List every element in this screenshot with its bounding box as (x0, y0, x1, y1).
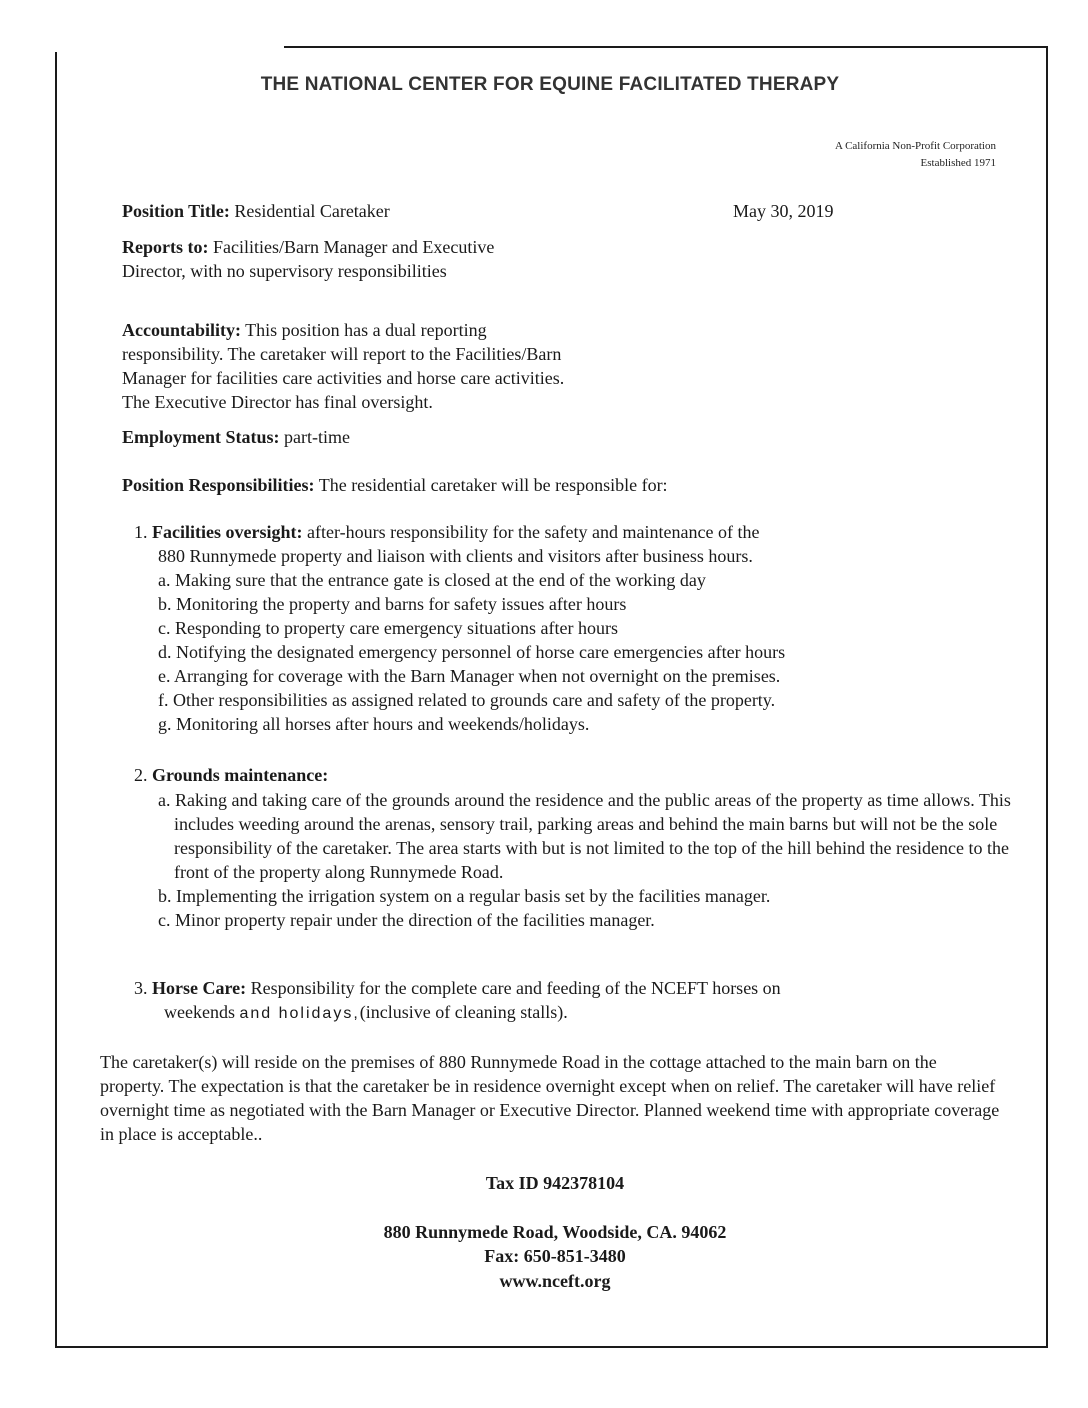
responsibilities-value: The residential caretaker will be responsible for: (314, 475, 668, 495)
accountability-line1: This position has a dual reporting (241, 320, 487, 340)
corp-line: A California Non-Profit Corporation (834, 140, 996, 152)
section-label: Horse Care: (152, 978, 247, 998)
list-item: b. Implementing the irrigation system on a regular basis set by the facilities manager. (158, 886, 771, 906)
list-item: f. Other responsibilities as assigned related to grounds care and safety of the property. (158, 690, 776, 710)
reports-to-label: Reports to: (122, 237, 209, 257)
footer-fax: Fax: 650-851-3480 (484, 1246, 626, 1266)
horse-care-stalls: (inclusive of cleaning stalls). (359, 1002, 568, 1022)
org-title: THE NATIONAL CENTER FOR EQUINE FACILITATED THERAPY (260, 74, 840, 95)
reports-to-line2: Director, with no supervisory responsibilities (122, 261, 447, 281)
facilities-oversight-list (158, 568, 785, 736)
section-desc: after-hours responsibility for the safety and maintenance of the (302, 522, 760, 542)
frame-left-line (55, 52, 57, 1348)
list-item: c. Responding to property care emergency situations after hours (158, 618, 619, 638)
position-responsibilities (122, 473, 668, 497)
list-item: d. Notifying the designated emergency personnel of horse care emergencies after hours (158, 642, 786, 662)
section-desc-continued: 880 Runnymede property and liaison with clients and visitors after business hours. (158, 546, 753, 566)
list-item: a. Making sure that the entrance gate is closed at the end of the working day (158, 570, 706, 590)
employment-status (122, 425, 350, 449)
closing-paragraph: The caretaker(s) will reside on the premises of 880 Runnymede Road in the cottage attached to the main barn on the property. The expectation is that the caretaker be in residence overnight except when on relief. The caretaker will have relief overnight time as negotiated with the Barn Manager or Executive Director. Planned weekend time with appropriate coverage in place is acceptable.. (100, 1052, 1000, 1144)
section-number: 2. (134, 765, 152, 785)
employment-status-label: Employment Status: (122, 427, 280, 447)
accountability-line4: The Executive Director has final oversight. (122, 392, 433, 412)
tax-id: Tax ID 942378104 (485, 1173, 625, 1193)
employment-status-value: part-time (279, 427, 350, 447)
list-item: e. Arranging for coverage with the Barn Manager when not overnight on the premises. (158, 666, 781, 686)
frame-right-line (1046, 46, 1048, 1348)
footer-website: www.nceft.org (499, 1271, 611, 1291)
org-meta (835, 138, 996, 172)
position-title-label: Position Title: (122, 201, 230, 221)
reports-to (122, 235, 602, 283)
responsibilities-label: Position Responsibilities: (122, 475, 315, 495)
list-item: a. Raking and taking care of the grounds around the residence and the public areas of the property as time allows. This includes weeding around the arenas, sensory trail, parking areas and behind the main barns but will not be the sole responsibility of the caretaker. The area starts with but is not limited to the top of the hill behind the residence to the front of the property along Runnymede Road. (158, 790, 1011, 882)
section-number: 1. (134, 522, 152, 542)
section-desc-continued (164, 1000, 568, 1026)
section-label: Facilities oversight: (152, 522, 303, 542)
horse-care-holidays: and holidays, (239, 1005, 360, 1022)
section-grounds-maintenance (134, 763, 328, 787)
section-horse-care (134, 976, 1014, 1000)
accountability (122, 318, 682, 414)
list-item: g. Monitoring all horses after hours and weekends/holidays. (158, 714, 590, 734)
list-item: b. Monitoring the property and barns for safety issues after hours (158, 594, 627, 614)
accountability-line3: Manager for facilities care activities and horse care activities. (122, 368, 565, 388)
horse-care-weekends: weekends (164, 1002, 240, 1022)
frame-top-line (284, 46, 1048, 48)
grounds-maintenance-list (158, 788, 1018, 932)
frame-bottom-line (55, 1346, 1048, 1348)
established-line: Established 1971 (920, 157, 996, 169)
section-facilities-oversight (134, 520, 1014, 544)
position-title-value: Residential Caretaker (229, 201, 390, 221)
accountability-label: Accountability: (122, 320, 241, 340)
section-label: Grounds maintenance: (152, 765, 329, 785)
footer-address: 880 Runnymede Road, Woodside, CA. 94062 (383, 1222, 727, 1242)
section-desc: Responsibility for the complete care and feeding of the NCEFT horses on (246, 978, 781, 998)
document-date: May 30, 2019 (733, 201, 834, 221)
reports-to-line1: Facilities/Barn Manager and Executive (208, 237, 495, 257)
position-title (122, 199, 390, 223)
section-number: 3. (134, 978, 152, 998)
accountability-line2: responsibility. The caretaker will report to the Facilities/Barn (122, 344, 562, 364)
list-item: c. Minor property repair under the direction of the facilities manager. (158, 910, 655, 930)
